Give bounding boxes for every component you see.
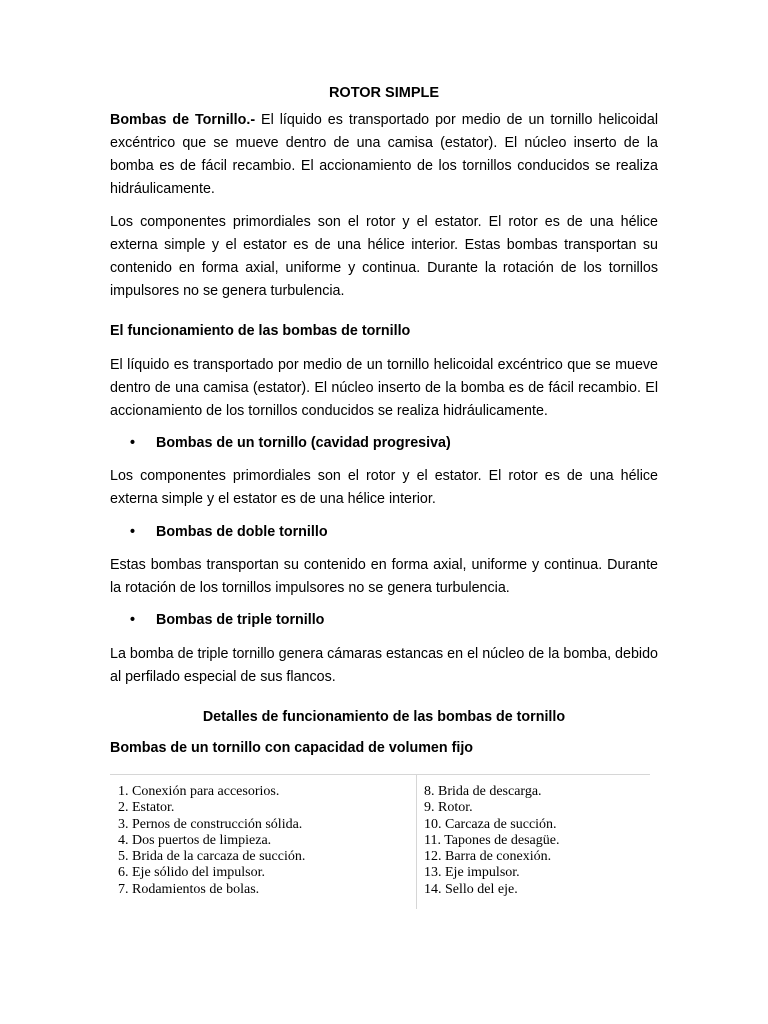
- bullet-dot: •: [130, 612, 136, 628]
- paragraph-single-screw: Los componentes primordiales son el rotor y el estator. El rotor es de una hélice externa simple y el estator es de una hélice interior.: [110, 468, 658, 507]
- part-item: 3. Pernos de construcción sólida.: [118, 816, 303, 832]
- part-item: 14. Sello del eje.: [424, 881, 518, 897]
- intro-paragraph: [110, 109, 658, 201]
- parts-right-column: [424, 784, 559, 898]
- part-item: 2. Estator.: [118, 800, 175, 816]
- paragraph-triple-screw: La bomba de triple tornillo genera cámaras estancas en el núcleo de la bomba, debido al perfilado especial de sus flancos.: [110, 646, 658, 685]
- column-divider: [416, 775, 417, 909]
- part-item: 6. Eje sólido del impulsor.: [118, 865, 265, 881]
- bullet-double-screw: [130, 524, 328, 540]
- paragraph-functioning: El líquido es transportado por medio de un tornillo helicoidal excéntrico que se mueve dentro de una camisa (estator). El núcleo inserto de la bomba es de fácil recambio. El accionamiento de los tornillos conducidos se realiza hidráulicamente.: [110, 357, 658, 419]
- parts-table: [110, 774, 650, 909]
- bullet-label: Bombas de triple tornillo: [156, 612, 325, 628]
- part-item: 11. Tapones de desagüe.: [424, 832, 560, 848]
- bullet-dot: •: [130, 435, 136, 451]
- bullet-label: Bombas de un tornillo (cavidad progresiva): [156, 435, 451, 451]
- part-item: 13. Eje impulsor.: [424, 865, 520, 881]
- parts-left-column: [118, 784, 305, 898]
- part-item: 4. Dos puertos de limpieza.: [118, 832, 272, 848]
- part-item: 10. Carcaza de succión.: [424, 816, 557, 832]
- bullet-triple-screw: [130, 612, 324, 628]
- subheading: Bombas de un tornillo con capacidad de volumen fijo: [110, 740, 474, 756]
- paragraph-components: Los componentes primordiales son el rotor y el estator. El rotor es de una hélice externa simple y el estator es de una hélice interior. Estas bombas transportan su contenido en forma axial, uniforme y continua. Durante la rotación de los tornillos impulsores no se genera turbulencia.: [110, 214, 658, 299]
- part-item: 12. Barra de conexión.: [424, 849, 552, 865]
- intro-text: El líquido es transportado por medio de un tornillo helicoidal excéntrico que se mueve dentro de una camisa (estator). El núcleo inserto de la bomba es de fácil recambio. El accionamiento de los tornillos conducidos se realiza hidráulicamente.: [110, 112, 658, 197]
- bullet-dot: •: [130, 524, 136, 540]
- bullet-single-screw: [130, 435, 451, 451]
- part-item: 5. Brida de la carcaza de succión.: [118, 849, 306, 865]
- part-item: 7. Rodamientos de bolas.: [118, 881, 260, 897]
- document-title: ROTOR SIMPLE: [328, 85, 440, 101]
- paragraph-double-screw: Estas bombas transportan su contenido en forma axial, uniforme y continua. Durante la rotación de los tornillos impulsores no se genera turbulencia.: [110, 557, 658, 596]
- bullet-label: Bombas de doble tornillo: [156, 524, 328, 540]
- part-item: 1. Conexión para accesorios.: [118, 784, 280, 799]
- part-item: 8. Brida de descarga.: [424, 784, 542, 799]
- section-heading: El funcionamiento de las bombas de tornillo: [110, 323, 411, 339]
- details-heading: Detalles de funcionamiento de las bombas de tornillo: [202, 709, 566, 725]
- part-item: 9. Rotor.: [424, 800, 473, 816]
- intro-lead: Bombas de Tornillo.-: [110, 112, 256, 128]
